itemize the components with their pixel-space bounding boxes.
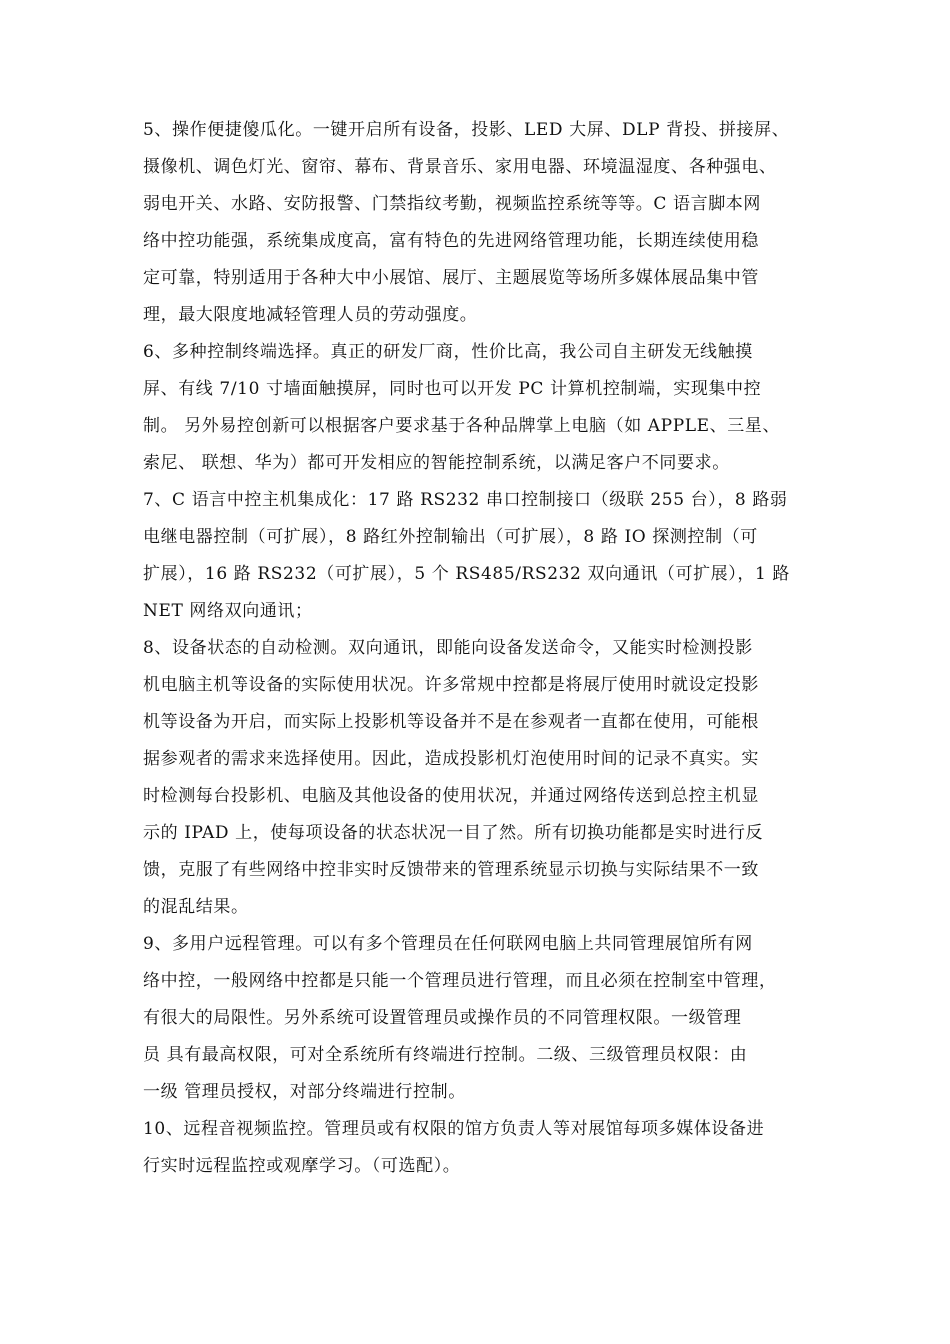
text-line: 弱电开关、水路、安防报警、门禁指纹考勤，视频监控系统等等。C 语言脚本网 bbox=[143, 194, 762, 214]
text-line: 7、C 语言中控主机集成化：17 路 RS232 串口控制接口（级联 255 台），8 路弱 bbox=[143, 490, 788, 510]
text-line: 一级 管理员授权，对部分终端进行控制。 bbox=[143, 1082, 466, 1102]
text-line: 示的 IPAD 上，使每项设备的状态状况一目了然。所有切换功能都是实时进行反 bbox=[143, 823, 764, 843]
text-line: NET 网络双向通讯； bbox=[143, 601, 313, 621]
text-line: 9、多用户远程管理。可以有多个管理员在任何联网电脑上共同管理展馆所有网 bbox=[143, 934, 753, 954]
text-line: 屏、有线 7/10 寸墙面触摸屏，同时也可以开发 PC 计算机控制端，实现集中控 bbox=[143, 379, 762, 399]
text-line: 摄像机、调色灯光、窗帘、幕布、背景音乐、家用电器、环境温湿度、各种强电、 bbox=[143, 157, 777, 177]
text-line: 扩展），16 路 RS232（可扩展），5 个 RS485/RS232 双向通讯（可扩展），1 路 bbox=[143, 564, 790, 584]
text-line: 络中控功能强，系统集成度高，富有特色的先进网络管理功能，长期连续使用稳 bbox=[143, 231, 759, 251]
text-line: 10、远程音视频监控。管理员或有权限的馆方负责人等对展馆每项多媒体设备进 bbox=[143, 1119, 765, 1139]
text-line: 络中控，一般网络中控都是只能一个管理员进行管理，而且必须在控制室中管理， bbox=[143, 971, 777, 991]
text-line: 电继电器控制（可扩展），8 路红外控制输出（可扩展），8 路 IO 探测控制（可 bbox=[143, 527, 758, 547]
text-line: 机等设备为开启，而实际上投影机等设备并不是在参观者一直都在使用，可能根 bbox=[143, 712, 759, 732]
text-line: 的混乱结果。 bbox=[143, 897, 249, 917]
text-line: 有很大的局限性。另外系统可设置管理员或操作员的不同管理权限。一级管理 bbox=[143, 1008, 742, 1028]
text-line: 索尼、 联想、华为）都可开发相应的智能控制系统，以满足客户不同要求。 bbox=[143, 453, 730, 473]
text-line: 6、多种控制终端选择。真正的研发厂商，性价比高，我公司自主研发无线触摸 bbox=[143, 342, 753, 362]
text-line: 行实时远程监控或观摩学习。（可选配）。 bbox=[143, 1156, 461, 1176]
text-line: 据参观者的需求来选择使用。因此，造成投影机灯泡使用时间的记录不真实。实 bbox=[143, 749, 759, 769]
text-line: 时检测每台投影机、电脑及其他设备的使用状况，并通过网络传送到总控主机显 bbox=[143, 786, 759, 806]
text-line: 定可靠，特别适用于各种大中小展馆、展厅、主题展览等场所多媒体展品集中管 bbox=[143, 268, 759, 288]
text-line: 员 具有最高权限，可对全系统所有终端进行控制。二级、三级管理员权限：由 bbox=[143, 1045, 748, 1065]
text-line: 理，最大限度地减轻管理人员的劳动强度。 bbox=[143, 305, 478, 325]
text-line: 机电脑主机等设备的实际使用状况。许多常规中控都是将展厅使用时就设定投影 bbox=[143, 675, 759, 695]
text-line: 馈，克服了有些网络中控非实时反馈带来的管理系统显示切换与实际结果不一致 bbox=[143, 860, 759, 880]
document-body bbox=[143, 112, 833, 1185]
text-line: 8、设备状态的自动检测。双向通讯，即能向设备发送命令，又能实时检测投影 bbox=[143, 638, 753, 658]
text-line: 5、操作便捷傻瓜化。一键开启所有设备，投影、LED 大屏、DLP 背投、拼接屏、 bbox=[143, 120, 790, 140]
text-line: 制。 另外易控创新可以根据客户要求基于各种品牌掌上电脑（如 APPLE、三星、 bbox=[143, 416, 781, 436]
